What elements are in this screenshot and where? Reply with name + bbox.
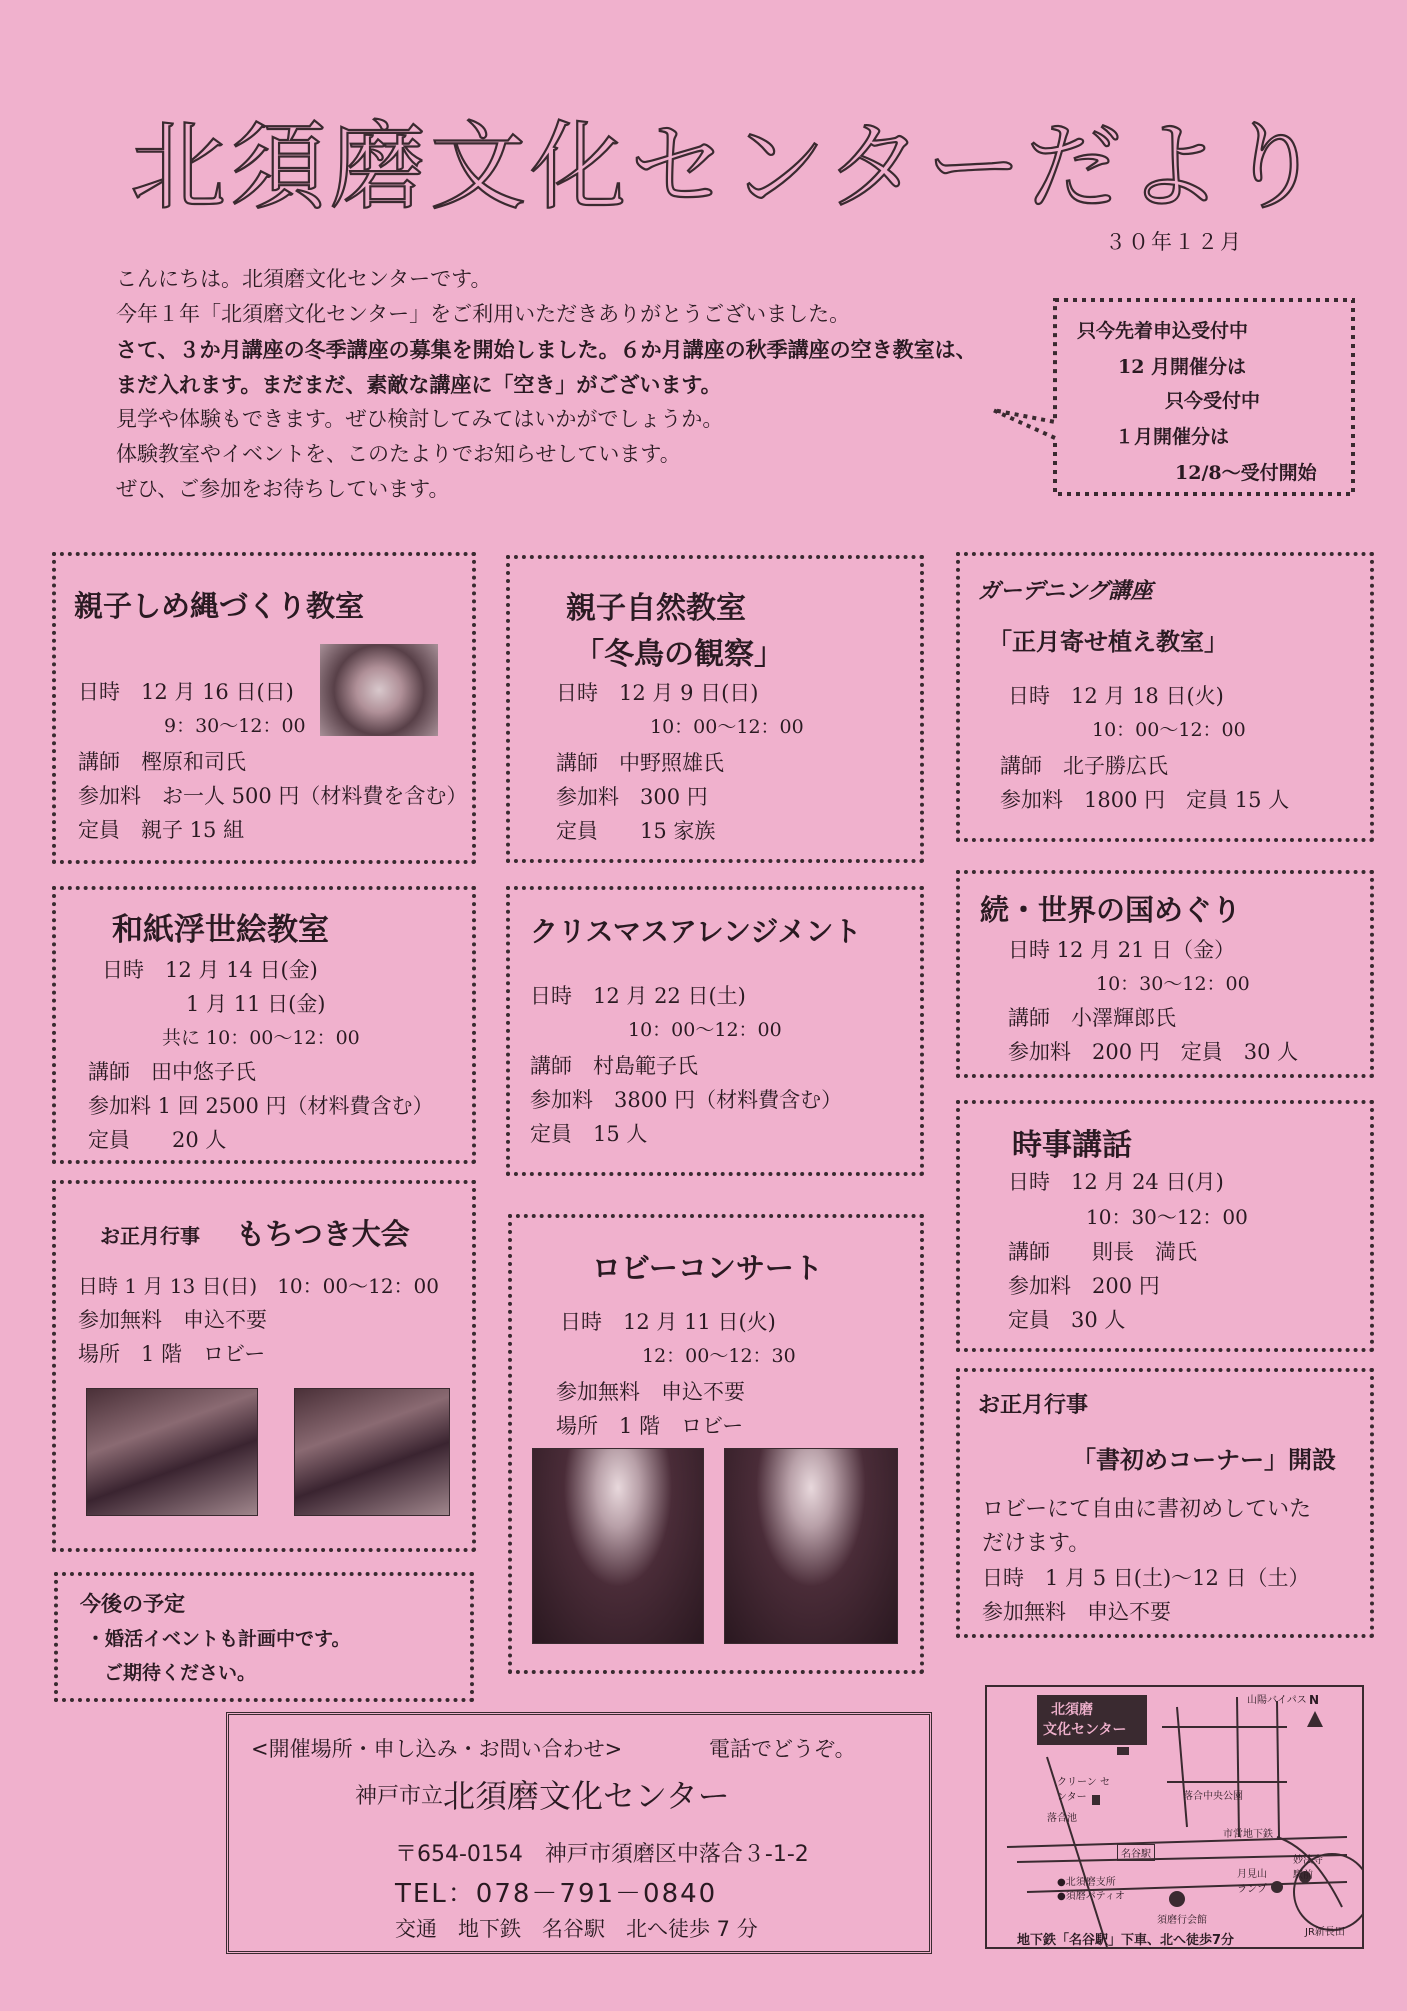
event-date-2: 1 月 11 日(金) (186, 992, 326, 1016)
event-nature (506, 555, 924, 863)
plans-line: ご期待ください。 (104, 1662, 257, 1684)
concert-photo-1 (532, 1448, 704, 1644)
callout-line: 12 月開催分は (1118, 356, 1247, 378)
contact-org-prefix: 神戸市立 (355, 1784, 444, 1809)
map-footer: 地下鉄「名谷駅」下車、北へ徒歩7分 (1017, 1933, 1235, 1948)
event-capacity: 定員 20 人 (88, 1128, 227, 1152)
event-title: 「正月寄せ植え教室」 (988, 628, 1228, 656)
map-tsukimi-label: 月見山 ランプ (1237, 1869, 1267, 1895)
event-title: 親子自然教室 (566, 591, 746, 626)
plans-title: 今後の予定 (80, 1592, 185, 1616)
event-label: お正月行事 (978, 1393, 1089, 1418)
map-subway-label: 市営地下鉄 (1223, 1829, 1273, 1840)
event-time: 10：30～12：00 (1086, 1205, 1248, 1229)
event-fee: 参加料 200 円 定員 30 人 (1008, 1040, 1299, 1064)
intro-line: 体験教室やイベントを、このたよりでお知らせしています。 (116, 442, 681, 466)
event-date: 日時 12 月 22 日(土) (530, 984, 746, 1008)
contact-access: 交通 地下鉄 名谷駅 北へ徒歩 7 分 (395, 1917, 758, 1941)
map-station-label: 名谷駅 (1117, 1844, 1155, 1861)
event-fee: 参加料 お一人 500 円（材料費を含む） (78, 784, 468, 808)
event-title: 和紙浮世絵教室 (112, 912, 329, 948)
callout-line: １月開催分は (1115, 426, 1230, 448)
event-kakizome (956, 1368, 1374, 1638)
event-fee: 参加無料 申込不要 (78, 1308, 267, 1332)
map-patio-label: ●須磨パティオ (1057, 1891, 1125, 1902)
contact-org-name: 北須磨文化センター (443, 1777, 730, 1815)
event-christmas (506, 886, 924, 1176)
intro-line: まだ入れます。まだまだ、素敵な講座に「空き」がございます。 (116, 372, 722, 397)
event-title: 親子しめ縄づくり教室 (74, 589, 365, 623)
callout-line: 12/8～受付開始 (1175, 462, 1317, 484)
event-shimenawa (52, 552, 476, 864)
event-fee: 参加料 3800 円（材料費含む） (530, 1088, 843, 1112)
event-label: ガーデニング講座 (978, 579, 1153, 604)
event-date: 日時 12 月 16 日(日) (78, 680, 294, 704)
mochitsuki-photo-2 (294, 1388, 450, 1516)
event-current-affairs (956, 1100, 1374, 1352)
event-capacity: 定員 15 家族 (556, 819, 716, 843)
contact-tel: TEL：078－791－0840 (395, 1879, 718, 1909)
event-date: 日時 12 月 18 日(火) (1008, 684, 1224, 708)
event-date: 日時 12 月 14 日(金) (102, 958, 318, 982)
access-map (985, 1685, 1364, 1949)
intro-line: ぜひ、ご参加をお待ちしています。 (116, 477, 450, 501)
event-lecturer: 講師 中野照雄氏 (556, 751, 724, 775)
event-fee: 参加料 200 円 (1008, 1274, 1160, 1298)
map-north-label: N (1309, 1693, 1320, 1707)
map-pond-label: 落合池 (1047, 1813, 1077, 1824)
contact-info (226, 1712, 932, 1954)
event-fee: 参加料 300 円 (556, 785, 708, 809)
event-fee: 参加料 1800 円 定員 15 人 (1000, 788, 1290, 812)
concert-photo-2 (724, 1448, 898, 1644)
event-lecturer: 講師 田中悠子氏 (88, 1060, 256, 1084)
event-title: 「書初めコーナー」開設 (1072, 1446, 1336, 1474)
event-lecturer: 講師 北子勝広氏 (1000, 754, 1168, 778)
event-description: ロビーにて自由に書初めしていた (982, 1497, 1312, 1522)
intro-line: さて、３か月講座の冬季講座の募集を開始しました。６か月講座の秋季講座の空き教室は、 (116, 337, 977, 362)
event-lobby-concert (508, 1214, 924, 1674)
event-time: 10：00～12：00 (628, 1019, 782, 1041)
map-myoho-label: 妙法寺 駅前 (1293, 1855, 1323, 1881)
registration-callout (985, 298, 1357, 496)
event-title: クリスマスアレンジメント (530, 915, 862, 948)
event-date: 日時 12 月 21 日（金） (1008, 938, 1236, 962)
intro-text (116, 262, 1066, 507)
upcoming-plans (54, 1572, 474, 1702)
map-jr-label: JR新長田 (1305, 1927, 1345, 1938)
event-fee: 参加料 1 回 2500 円（材料費含む） (88, 1094, 434, 1118)
contact-phone-note: 電話でどうぞ。 (709, 1737, 856, 1761)
event-title: 時事講話 (1012, 1128, 1132, 1163)
callout-line: 只今先着申込受付中 (1077, 320, 1249, 342)
event-date: 日時 12 月 24 日(月) (1008, 1170, 1224, 1194)
event-capacity: 定員 15 人 (530, 1122, 648, 1146)
map-ward-office-label: ●北須磨支所 (1057, 1877, 1116, 1888)
event-place: 場所 1 階 ロビー (78, 1342, 266, 1366)
map-green-center-label: クリーン センター (1057, 1777, 1110, 1803)
event-time: 10：00～12：00 (1092, 719, 1246, 741)
map-center-label-2: 文化センター (1043, 1722, 1127, 1738)
intro-line: 見学や体験もできます。ぜひ検討してみてはいかがでしょうか。 (116, 407, 724, 431)
event-capacity: 定員 親子 15 組 (78, 818, 245, 842)
event-time: 12：00～12：30 (642, 1345, 796, 1367)
event-place: 場所 1 階 ロビー (556, 1414, 744, 1438)
event-capacity: 定員 30 人 (1008, 1308, 1126, 1332)
event-gardening (956, 552, 1374, 842)
mochitsuki-photo-1 (86, 1388, 258, 1516)
event-time: 共に 10：00～12：00 (162, 1027, 360, 1049)
event-world-tour (956, 870, 1374, 1078)
event-lecturer: 講師 則長 満氏 (1008, 1240, 1197, 1264)
intro-line: 今年１年「北須磨文化センター」をご利用いただきありがとうございました。 (116, 302, 851, 326)
map-bypass-label: 山陽バイパス (1247, 1695, 1307, 1706)
event-date: 日時 12 月 11 日(火) (560, 1310, 776, 1334)
newsletter-title-text: 北須磨文化センターだより (130, 111, 1310, 223)
event-description-2: だけます。 (982, 1531, 1091, 1556)
map-park-label: 落合中央公園 (1183, 1791, 1243, 1802)
event-time: 10：00～12：00 (650, 716, 804, 738)
event-mochitsuki (52, 1180, 476, 1552)
event-date: 日時 1 月 5 日(土)～12 日（土） (982, 1566, 1310, 1590)
map-kaikan-label: 須磨行会館 (1157, 1915, 1207, 1926)
event-title: ロビーコンサート (592, 1251, 823, 1285)
event-title: 続・世界の国めぐり (980, 893, 1242, 927)
issue-date: ３０年１２月 (1105, 230, 1243, 254)
contact-address: 〒654-0154 神戸市須磨区中落合３-1-2 (395, 1842, 809, 1867)
contact-header: <開催場所・申し込み・お問い合わせ> (251, 1737, 623, 1761)
event-washi (52, 886, 476, 1164)
intro-line: こんにちは。北須磨文化センターです。 (116, 267, 492, 291)
event-date: 日時 12 月 9 日(日) (556, 681, 759, 705)
callout-line: 只今受付中 (1165, 390, 1261, 412)
event-title: もちつき大会 (236, 1217, 410, 1251)
wreath-photo (320, 644, 438, 736)
newsletter-title (130, 105, 1310, 225)
event-fee: 参加無料 申込不要 (982, 1600, 1171, 1624)
plans-line: ・婚活イベントも計画中です。 (86, 1628, 351, 1650)
event-date: 日時 1 月 13 日(日) 10：00～12：00 (78, 1274, 440, 1298)
event-time: 10：30～12：00 (1096, 973, 1250, 995)
map-center-label: 北須磨 (1051, 1702, 1093, 1718)
event-label: お正月行事 (100, 1224, 200, 1248)
event-time: 9：30～12：00 (164, 715, 306, 737)
event-lecturer: 講師 樫原和司氏 (78, 750, 246, 774)
event-lecturer: 講師 村島範子氏 (530, 1054, 698, 1078)
event-lecturer: 講師 小澤輝郎氏 (1008, 1006, 1176, 1030)
event-subtitle: 「冬鳥の観察」 (574, 637, 784, 672)
event-fee: 参加無料 申込不要 (556, 1380, 745, 1404)
